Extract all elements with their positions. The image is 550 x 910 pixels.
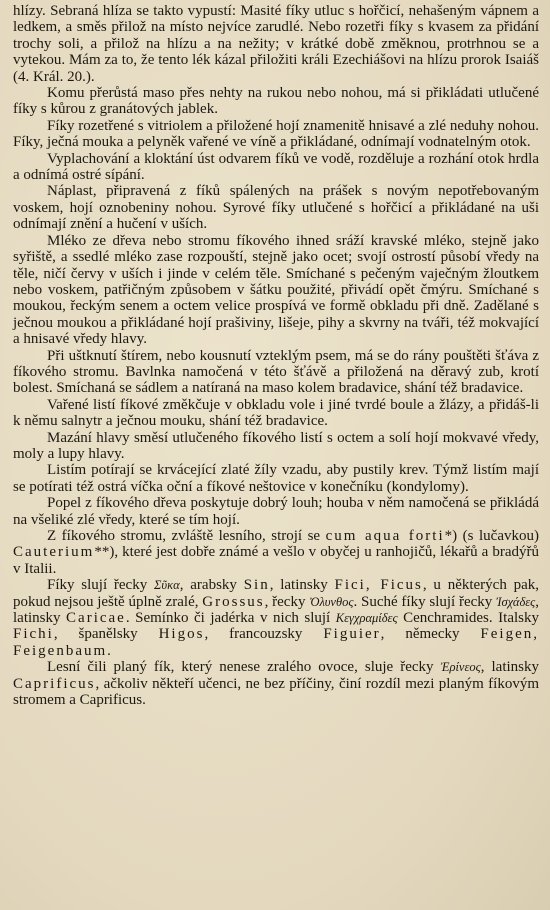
paragraph-4: Vyplachování a kloktání úst odvarem fíků ve vodě, rozděluje a rozhání otok hrdla a odnímá ostré sípání. [13, 150, 539, 184]
paragraph-7: Při uštknutí štírem, nebo kousnutí vzteklým psem, má se do rány pouštěti šťáva z fíkového stromu. Bavlnka namočená v této šťávě a přiložená na děravý zub, krotí bolest. Smíchaná se sádlem a natíraná na maso kolem bradavice, shání též bradavice. [13, 347, 539, 397]
text-run: , latinsky [480, 659, 540, 676]
text-run: Fíky slují řecky [47, 577, 154, 594]
text-run: , německy [380, 626, 481, 643]
text-run: , ačkoliv někteří učenci, ne bez příčiny, činí rozdíl mezi planým fíkovým stromem a Caprificus. [13, 675, 539, 709]
greek-term: Ἐρίνεος [440, 660, 481, 675]
paragraph-14 [13, 659, 539, 708]
text-run: . Semínko či jadérka v nich slují [125, 610, 336, 627]
spaced-latin-term: Cauterium [13, 544, 95, 561]
greek-term: Ὀλυνθος [309, 594, 354, 609]
spaced-term: Caricae [66, 610, 126, 627]
paragraph-3: Fíky rozetřené s vitriolem a přiložené hojí znamenitě hnisavé a zlé neduhy nohou. Fíky, ječná mouka a pelyněk vařené ve víně a přikládané, odnímají vodnatelným otok. [13, 117, 539, 151]
text-run: , latinsky [269, 577, 335, 594]
page-text [13, 3, 539, 708]
spaced-term: Feigen, Feigenbaum [13, 626, 539, 659]
spaced-term: Higos [158, 626, 205, 643]
text-run: *) (s lučavkou) [444, 528, 539, 544]
paragraph-6: Mléko ze dřeva nebo stromu fíkového ihned sráží kravské mléko, stejně jako syřiště, a ssedlé mléko zase rozpouští, stejně jako ocet; svojí ostrostí působí vředy na těle, ničí červy v uších i jinde v celém těle. Smíchané s pečeným vaječným žloutkem nebo voskem, patřičným způsobem v šátku použité, přivádí opět čmýru. Smíchané s moukou, řeckým senem a octem velice prospívá ve formě obkladu při dně. Zadělané s ječnou moukou a přikládané hojí prašiviny, lišeje, pihy a skvrny na tváři, též mokvající a hnisavé vředy hlavy. [13, 232, 539, 348]
text-run: **), které jest dobře známé a vešlo v obyčej u ranhojičů, lékařů a bradýřů v Italii. [13, 544, 539, 577]
paragraph-2: Komu přerůstá maso přes nehty na rukou nebo nohou, má si přikládati utlučené fíky s kůrou z granátových jablek. [13, 85, 539, 118]
text-run: , řecky [264, 593, 310, 610]
paragraph-8: Vařené listí fíkové změkčuje v obkladu vole i jiné tvrdé boule a žlázy, a přidáš-li k němu salnytr a ječnou mouku, shání též bradavice. [13, 396, 539, 430]
spaced-term: Figuier [323, 626, 381, 643]
text-run: Cenchramides. Italsky [397, 610, 539, 627]
text-run: , arabsky [179, 577, 244, 594]
text-run: , francouzsky [204, 626, 324, 643]
spaced-term: Grossus [202, 593, 265, 610]
paragraph-1: hlízy. Sebraná hlíza se takto vypustí: Masité fíky utluc s hořčicí, nehašeným vápnem a ledkem, a směs přilož na místo nejvíce zarudlé. Nebo rozetři fíky s kvasem za přidání trochy soli, a přilož na hlízu a na nežity; v krátké době změknou, protrhnou se a vytekou. Mám za to, že tento lék kázal přiložiti králi Ezechiášovi na hlízu prorok Isaiáš (4. Král. 20.). [13, 3, 539, 85]
greek-term: Σῦκα [154, 578, 180, 593]
paragraph-13 [13, 577, 539, 659]
spaced-term: Caprificus [13, 675, 96, 692]
greek-term: Κεγχραμίδες [335, 611, 398, 626]
greek-term: Ἰσχάδες [496, 594, 536, 609]
text-run: , latinsky [13, 593, 539, 627]
spaced-term: Fici, Ficus [334, 577, 423, 594]
paragraph-10: Listím potírají se krvácející zlaté žíly vzadu, aby pustily krev. Týmž listím mají se potírati též ostrá víčka oční a fíkové neštovice v konečníku (kondylomy). [13, 462, 539, 495]
paragraph-11: Popel z fíkového dřeva poskytuje dobrý louh; houba v něm namočená se přikládá na všeliké zlé vředy, které se tím hojí. [13, 495, 539, 528]
text-run: Z fíkového stromu, zvláště lesního, strojí se [47, 528, 326, 544]
paragraph-9: Mazání hlavy směsí utlučeného fíkového listí s octem a solí hojí mokvavé vředy, moly a lupy hlavy. [13, 429, 539, 462]
spaced-term: Sin [243, 577, 270, 594]
spaced-term: Fichi [13, 626, 54, 643]
text-run: , španělsky [53, 626, 159, 643]
spaced-latin-term: cum aqua forti [325, 528, 445, 544]
paragraph-12 [13, 528, 539, 577]
text-run: , u některých pak, pokud nejsou ještě úplně zralé, [13, 577, 540, 610]
text-run: Lesní čili planý fík, který nenese zralého ovoce, sluje řecky [47, 659, 441, 676]
paragraph-5: Náplast, připravená z fíků spálených na prášek s novým nepotřebovaným voskem, hojí oznobeniny nohou. Syrové fíky utlučené s hořčicí a přikládané na uši odnímají znění a hučení v uších. [13, 183, 539, 233]
text-run: . Suché fíky slují řecky [353, 593, 497, 610]
text-run: . [107, 642, 111, 659]
